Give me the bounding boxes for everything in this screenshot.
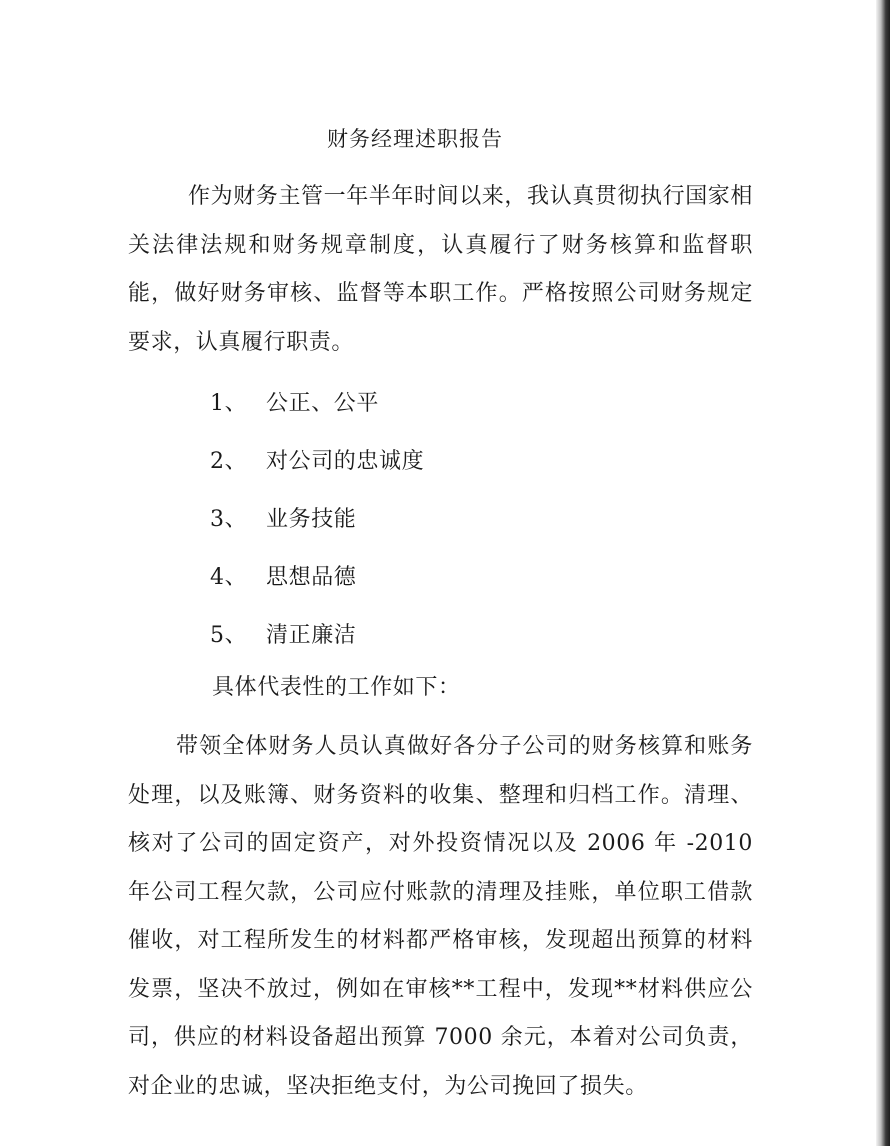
list-item-text: 思想品德 xyxy=(266,564,357,590)
document-title: 财务经理述职报告 xyxy=(327,127,503,151)
page-edge-shadow xyxy=(876,0,890,1146)
list-item-number: 4、 xyxy=(210,564,248,590)
list-item xyxy=(210,372,424,430)
list-item-text: 公正、公平 xyxy=(266,390,380,416)
list-item-text: 对公司的忠诚度 xyxy=(266,448,425,474)
list-item-number: 1、 xyxy=(210,390,248,416)
work-intro-heading: 具体代表性的工作如下： xyxy=(212,675,461,700)
list-item-text: 业务技能 xyxy=(266,506,357,532)
list-item-number: 2、 xyxy=(210,448,248,474)
work-paragraph: 带领全体财务人员认真做好各分子公司的财务核算和账务处理，以及账簿、财务资料的收集、整理和归档工作。清理、核对了公司的固定资产，对外投资情况以及 2006 年 -2010 年公司工程欠款，公司应付账款的清理及挂账，单位职工借款催收，对工程所发生的材料都严格审核，发现超出预算的材料发票，坚决不放过，例如在审核**工程中，发现**材料供应公司，供应的材料设备超出预算 7000 余元，本着对公司负责，对企业的忠诚，坚决拒绝支付，为公司挽回了损失。 xyxy=(128,734,753,1099)
list-item-text: 清正廉洁 xyxy=(266,622,357,648)
list-item-number: 5、 xyxy=(210,622,248,648)
list-item xyxy=(210,546,424,604)
intro-paragraph: 作为财务主管一年半年时间以来，我认真贯彻执行国家相关法律法规和财务规章制度，认真履行了财务核算和监督职能，做好财务审核、监督等本职工作。严格按照公司财务规定要求，认真履行职责。 xyxy=(128,184,754,355)
list-item xyxy=(210,488,424,546)
list-item xyxy=(210,430,424,488)
qualities-list xyxy=(210,372,424,662)
list-item-number: 3、 xyxy=(210,506,248,532)
list-item xyxy=(210,604,424,662)
